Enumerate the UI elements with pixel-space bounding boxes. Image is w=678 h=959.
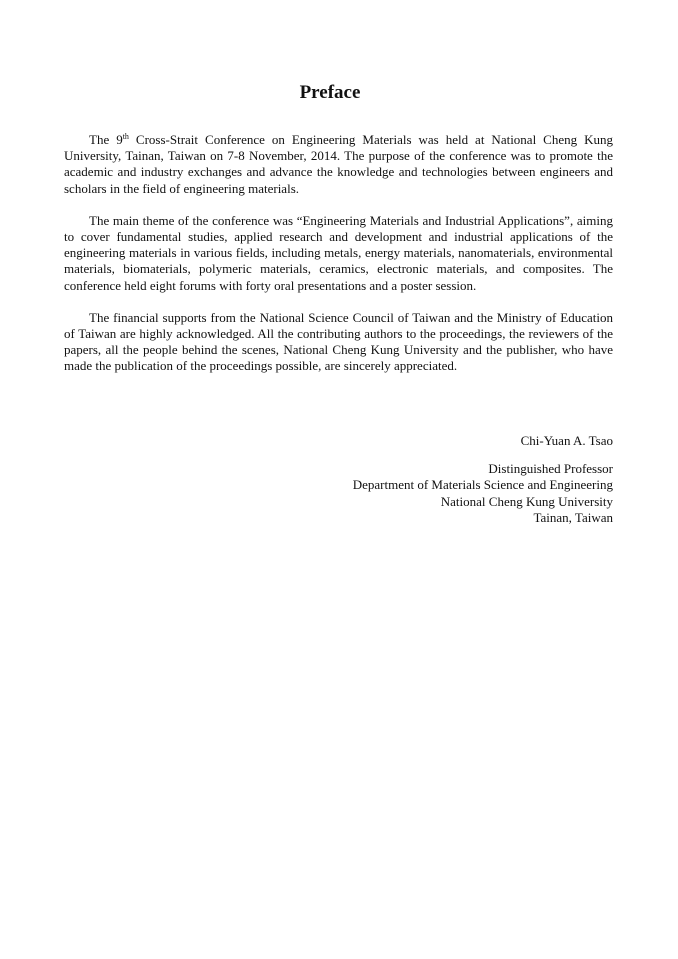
page-title: Preface (299, 82, 361, 103)
paragraph-acknowledgements: The financial supports from the National Science Council of Taiwan and the Ministry of Education of Taiwan are highly acknowledged. All the contributing authors to the proceedings, the reviewers of the papers, all the people behind the scenes, National Cheng Kung University and the publisher, who have made the publication of the proceedings possible, are sincerely appreciated. (64, 309, 613, 374)
paragraph-1-start: The 9 (89, 132, 123, 147)
paragraph-conference-theme: The main theme of the conference was “Engineering Materials and Industrial Applications”, aiming to cover fundamental studies, applied research and development and industrial applications of the engineering materials in various fields, including metals, energy materials, nanomaterials, environmental materials, biomaterials, polymeric materials, ceramics, electronic materials, and composites. The conference held eight forums with forty oral presentations and a poster session. (64, 212, 613, 293)
signature-block (353, 433, 613, 526)
ordinal-superscript: th (122, 132, 129, 141)
paragraph-1-rest: Cross-Strait Conference on Engineering Materials was held at National Cheng Kung University, Tainan, Taiwan on 7-8 November, 2014. The purpose of the conference was to promote the academic and industry exchanges and advance the knowledge and technologies between engineers and scholars in the field of engineering materials. (64, 132, 613, 196)
paragraph-conference-intro (64, 132, 613, 197)
signature-department: Department of Materials Science and Engineering (352, 477, 613, 493)
signature-name: Chi-Yuan A. Tsao (520, 433, 613, 448)
signature-position: Distinguished Professor (488, 461, 613, 477)
signature-location: Tainan, Taiwan (533, 509, 613, 525)
signature-university: National Cheng Kung University (440, 493, 613, 509)
preface-body (64, 132, 613, 391)
